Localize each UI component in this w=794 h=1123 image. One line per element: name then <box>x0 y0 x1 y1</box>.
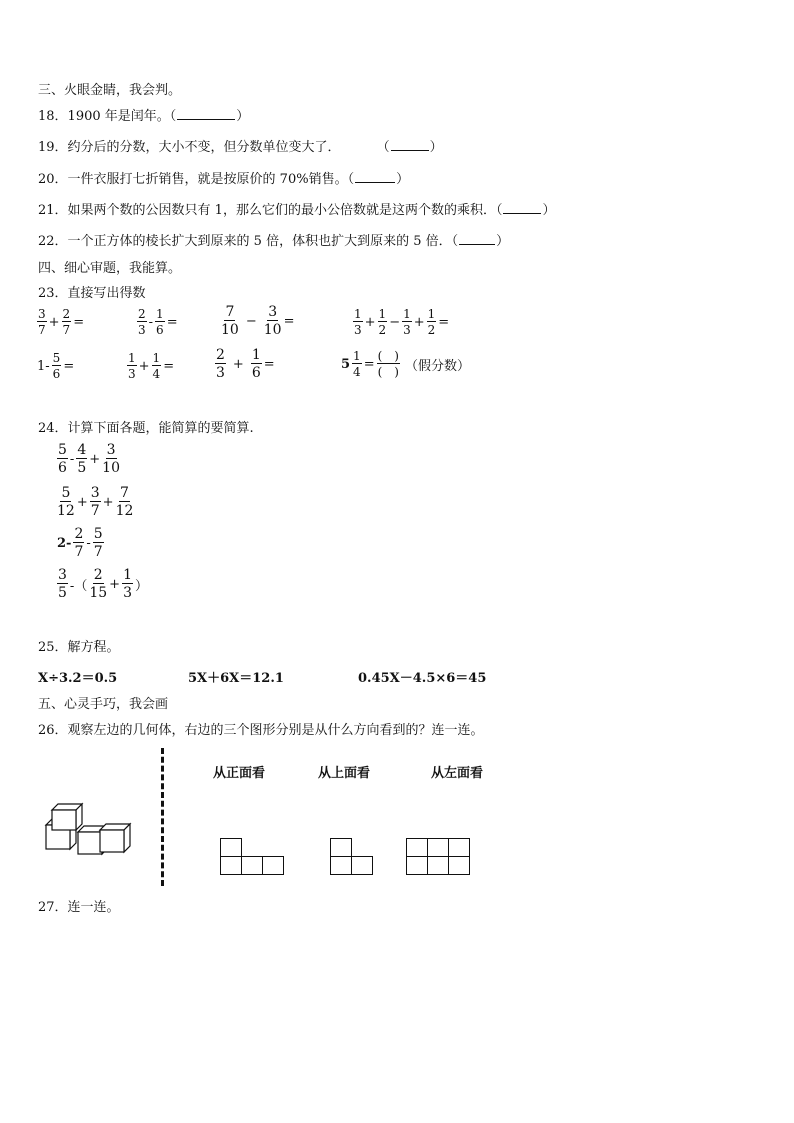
question-19 <box>38 136 443 155</box>
q19-close-paren: ） <box>429 140 443 155</box>
q23-title: 23．直接写出得数 <box>38 286 146 301</box>
equals: = <box>438 314 450 330</box>
grid-cell <box>241 856 263 875</box>
q22-answer-blank[interactable] <box>459 232 495 245</box>
grid-cell <box>448 838 470 857</box>
fraction: $\frac{1}{4}$ <box>353 349 361 379</box>
operator: 2- <box>57 535 72 551</box>
grid-cell <box>330 856 352 875</box>
q19-text: 约分后的分数，大小不变，但分数单位变大了． <box>67 140 341 155</box>
fraction: $\frac{7}{12}$ <box>115 485 134 519</box>
view-shape-3[interactable] <box>406 838 474 876</box>
operator: + <box>138 358 150 374</box>
question-20 <box>38 168 409 187</box>
fraction: $\frac{5}{6}$ <box>58 442 67 476</box>
question-21 <box>38 199 555 218</box>
grid-cell <box>406 838 428 857</box>
fraction: $\frac{1}{2}$ <box>378 307 387 337</box>
fraction: $\frac{5}{6}$ <box>52 351 61 381</box>
q23-expr-5 <box>36 352 75 380</box>
equals: = <box>166 314 178 330</box>
q25-equation-1: X÷3.2＝0.5 <box>38 671 118 686</box>
q24-expr-1 <box>56 443 121 475</box>
fraction: $\frac{3}{7}$ <box>38 307 46 337</box>
grid-cell <box>427 838 449 857</box>
section-5-title: 五、心灵手巧，我会画 <box>38 697 169 712</box>
operator: + <box>413 314 425 330</box>
fraction: $\frac{1}{3}$ <box>354 307 362 337</box>
q23-expr-2 <box>136 308 179 336</box>
grid-cell <box>406 856 428 875</box>
operator: − <box>389 314 401 330</box>
operator: ） <box>134 578 148 594</box>
q20-close-paren: ） <box>396 172 410 187</box>
fraction: $\frac{2}{7}$ <box>74 526 84 560</box>
question-18 <box>38 105 249 124</box>
fraction: $\frac{1}{3}$ <box>123 567 132 601</box>
grid-cell <box>262 856 284 875</box>
view-label-top: 从上面看 <box>318 766 371 781</box>
grid-cell <box>330 838 352 857</box>
fraction: $\frac{5}{7}$ <box>93 526 103 560</box>
q21-text: 如果两个数的公因数只有 1，那么它们的最小公倍数就是这两个数的乘积．（ <box>67 203 503 218</box>
operator: + <box>102 494 114 510</box>
q22-close-paren: ） <box>496 234 510 249</box>
improper-fraction-note: （假分数） <box>404 358 470 374</box>
q24-expr-3 <box>56 527 105 559</box>
fraction: $\frac{1}{3}$ <box>403 307 411 337</box>
q18-close-paren: ） <box>236 109 250 124</box>
answer-fraction-blank[interactable]: $\frac{( )}{( )}$ <box>377 349 399 379</box>
q21-answer-blank[interactable] <box>503 201 541 214</box>
operator: - <box>86 535 91 551</box>
operator: - <box>69 451 75 467</box>
operator: + <box>76 494 88 510</box>
question-22 <box>38 230 509 249</box>
q25-equation-2: 5X＋6X＝12.1 <box>188 671 284 686</box>
equals: = <box>63 358 75 374</box>
operator: − <box>245 313 257 329</box>
q18-text: 1900 年是闰年。（ <box>67 109 177 124</box>
q26-title: 26．观察左边的几何体，右边的三个图形分别是从什么方向看到的？连一连。 <box>38 723 484 738</box>
q19-number: 19． <box>38 140 68 155</box>
section-3-title: 三、火眼金睛，我会判。 <box>38 83 182 98</box>
q24-expr-4 <box>56 568 149 600</box>
q24-title: 24．计算下面各题，能简算的要简算. <box>38 421 254 436</box>
whole-number: 5 <box>341 356 351 372</box>
q23-expr-8 <box>340 350 471 378</box>
section-4-title: 四、细心审题，我能算。 <box>38 261 182 276</box>
operator: + <box>48 314 60 330</box>
q19-answer-blank[interactable] <box>391 138 429 151</box>
operator: + <box>364 314 376 330</box>
q25-equation-3: 0.45X－4.5×6＝45 <box>358 671 487 686</box>
q22-text: 一个正方体的棱长扩大到原来的 5 倍，体积也扩大到原来的 5 倍．（ <box>67 234 459 249</box>
fraction: $\frac{1}{2}$ <box>427 307 436 337</box>
q24-expr-2 <box>56 486 134 518</box>
q23-expr-7 <box>214 348 276 380</box>
q20-answer-blank[interactable] <box>355 170 395 183</box>
q23-expr-3 <box>220 305 295 337</box>
fraction: $\frac{2}{7}$ <box>62 307 71 337</box>
fraction: $\frac{2}{15}$ <box>89 567 108 601</box>
operator: 1- <box>37 358 50 374</box>
q18-answer-blank[interactable] <box>177 107 235 120</box>
equals: = <box>73 314 85 330</box>
q22-number: 22． <box>38 234 68 249</box>
view-label-front: 从正面看 <box>213 766 266 781</box>
q25-title: 25．解方程。 <box>38 640 120 655</box>
fraction: $\frac{1}{4}$ <box>152 351 161 381</box>
equals: = <box>283 313 295 329</box>
fraction: $\frac{7}{10}$ <box>221 304 239 338</box>
dashed-divider <box>161 748 164 886</box>
q21-close-paren: ） <box>542 203 556 218</box>
cube-solid-figure <box>40 800 142 862</box>
grid-cell <box>351 856 373 875</box>
q23-expr-4 <box>352 308 450 336</box>
equals: = <box>163 358 175 374</box>
grid-cell <box>220 838 242 857</box>
fraction: $\frac{3}{7}$ <box>90 485 100 519</box>
q20-text: 一件衣服打七折销售，就是按原价的 70%销售。（ <box>67 172 355 187</box>
grid-cell <box>220 856 242 875</box>
operator: - <box>148 314 154 330</box>
fraction: $\frac{2}{3}$ <box>138 307 146 337</box>
q19-open-paren: （ <box>376 140 390 155</box>
fraction: $\frac{1}{3}$ <box>128 351 136 381</box>
fraction: $\frac{5}{12}$ <box>57 485 75 519</box>
operator: -（ <box>69 578 88 594</box>
q18-number: 18． <box>38 109 68 124</box>
fraction: $\frac{4}{5}$ <box>77 442 87 476</box>
view-label-left: 从左面看 <box>431 766 484 781</box>
equals: = <box>363 356 375 372</box>
operator: + <box>109 576 121 592</box>
grid-cell <box>448 856 470 875</box>
grid-cell <box>427 856 449 875</box>
operator: + <box>89 451 101 467</box>
fraction: $\frac{3}{10}$ <box>263 304 282 338</box>
fraction: $\frac{2}{3}$ <box>216 347 225 381</box>
q23-expr-6 <box>126 352 175 380</box>
fraction: $\frac{1}{6}$ <box>156 307 164 337</box>
equals: = <box>263 356 275 372</box>
q23-expr-1 <box>36 308 85 336</box>
q21-number: 21． <box>38 203 68 218</box>
fraction: $\frac{1}{6}$ <box>251 347 261 381</box>
view-shape-1[interactable] <box>220 838 288 876</box>
fraction: $\frac{3}{5}$ <box>58 567 67 601</box>
q20-number: 20． <box>38 172 68 187</box>
q27-title: 27．连一连。 <box>38 900 120 915</box>
view-shape-2[interactable] <box>330 838 376 876</box>
operator: + <box>232 356 244 372</box>
fraction: $\frac{3}{10}$ <box>102 442 120 476</box>
